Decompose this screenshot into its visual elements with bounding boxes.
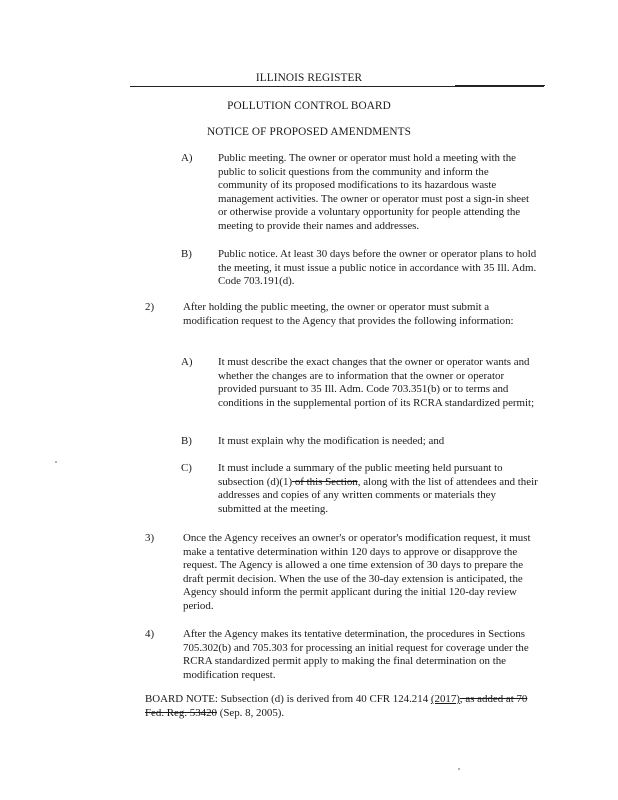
item-2b-label: B) <box>181 435 192 447</box>
item-4-text: After the Agency makes its tentative determination, the procedures in Sections 705.302(b) and 705.303 for processing an initial request for coverage under the RCRA standardized permit apply to making the final determination on the modification request. <box>183 628 529 681</box>
board-note-underlined-year: (2017) <box>430 693 460 705</box>
item-2c-text <box>218 462 540 516</box>
item-2b-text: It must explain why the modification is needed; and <box>218 435 445 447</box>
item-2c-label: C) <box>181 462 192 474</box>
item-1b-label: B) <box>181 248 192 260</box>
item-3-text: Once the Agency receives an owner's or operator's modification request, it must make a tentative determination within 120 days to approve or disapprove the request. The Agency is allowed a one time extension of 30 days to prepare the draft permit decision. When the use of the 30-day extension is anticipated, the Agency should inform the permit applicant during the initial 120-day review period. <box>183 532 531 612</box>
item-1a-label: A) <box>181 152 193 164</box>
item-2-label: 2) <box>145 301 155 313</box>
item-4-label: 4) <box>145 628 155 640</box>
board-note-text-after: (Sep. 8, 2005). <box>217 706 285 719</box>
header-rule-right <box>455 85 545 86</box>
item-2c-struck-text: of this Section <box>292 475 358 488</box>
item-2c-text-before: It must include a summary of the public meeting held pursuant to subsection (d)(1) <box>218 462 503 488</box>
board-note <box>145 693 540 720</box>
notice-title: NOTICE OF PROPOSED AMENDMENTS <box>206 126 412 138</box>
scan-speck <box>458 768 460 770</box>
item-1a-text: Public meeting. The owner or operator must hold a meeting with the public to solicit questions from the community and inform the community of its proposed modifications to its hazardous waste management activities. The owner or operator must post a sign-in sheet or otherwise provide a voluntary opportunity for people attending the meeting to provide their names and addresses. <box>218 152 530 232</box>
item-2a-text: It must describe the exact changes that the owner or operator wants and whether the changes are to information that the owner or operator provided pursuant to 35 Ill. Adm. Code 703.351(b) or to terms and conditions in the supplemental portion of its RCRA standardized permit; <box>218 356 535 409</box>
item-3-label: 3) <box>145 532 155 544</box>
header-rule <box>130 86 544 87</box>
board-title: POLLUTION CONTROL BOARD <box>227 100 391 112</box>
item-2-text: After holding the public meeting, the owner or operator must submit a modification request to the Agency that provides the following information: <box>183 301 514 327</box>
item-2c-text-after: , along with the list of attendees and their addresses and copies of any written comments or materials they submitted at the meeting. <box>218 475 538 515</box>
register-title: ILLINOIS REGISTER <box>255 72 363 84</box>
board-note-struck-text: , as added at 70 Fed. Reg. 53420 <box>145 693 528 719</box>
item-2a-label: A) <box>181 356 193 368</box>
scan-speck <box>55 461 57 463</box>
item-1b-text: Public notice. At least 30 days before the owner or operator plans to hold the meeting, it must issue a public notice in accordance with 35 Ill. Adm. Code 703.191(d). <box>218 248 537 287</box>
board-note-text-before: BOARD NOTE: Subsection (d) is derived from 40 CFR 124.214 <box>145 693 431 705</box>
